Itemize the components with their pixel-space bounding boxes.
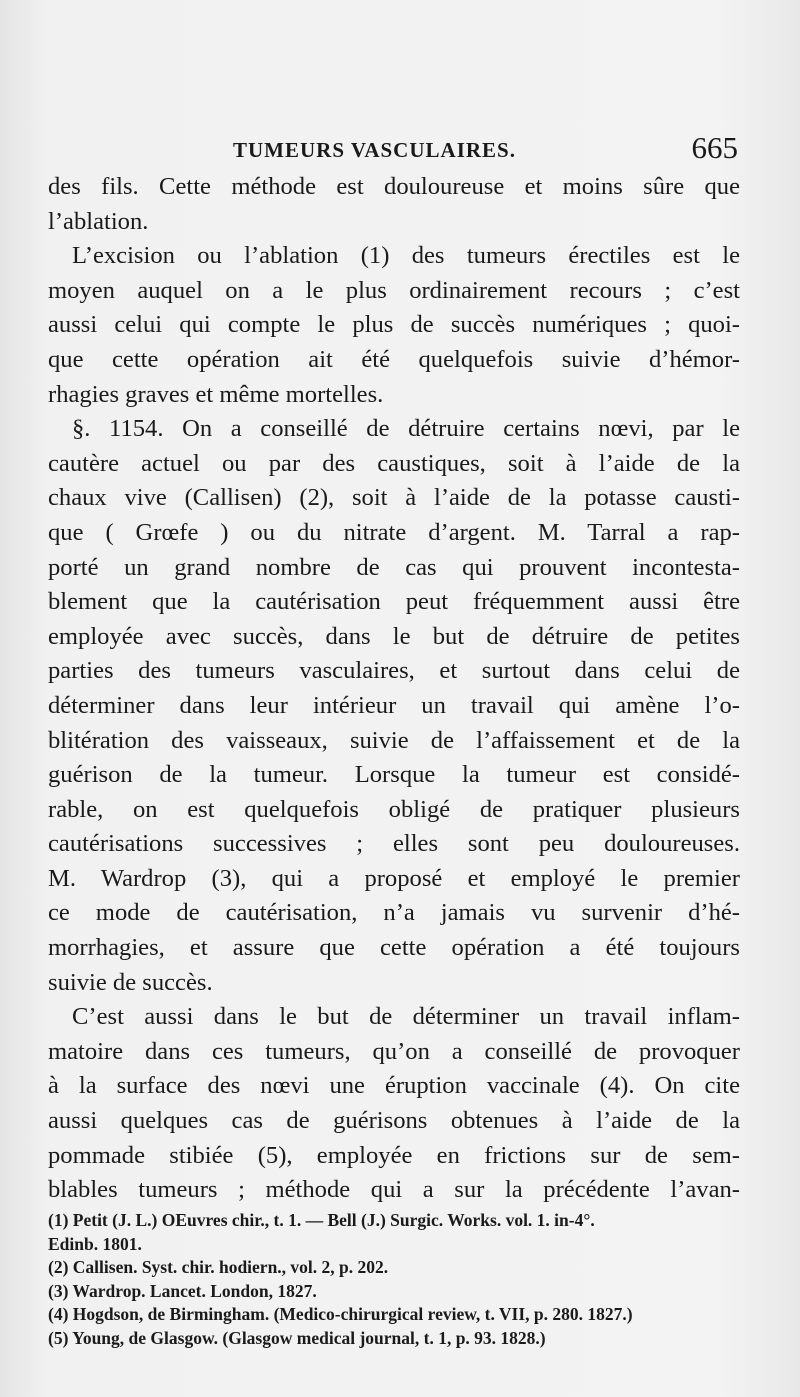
footnote: (1) Petit (J. L.) OEuvres chir., t. 1. — Bell (J.) Surgic. Works. vol. 1. in-4°. xyxy=(48,1210,595,1230)
text-line: parties des tumeurs vasculaires, et surtout dans celui de xyxy=(48,657,740,685)
footnote: Edinb. 1801. xyxy=(48,1233,142,1254)
text-line: pommade stibiée (5), employée en frictions sur de sem- xyxy=(48,1141,740,1169)
text-line: L’excision ou l’ablation (1) des tumeurs érectiles est le xyxy=(72,242,740,270)
footnotes xyxy=(48,1209,748,1350)
text-line: cautérisations successives ; elles sont peu douloureuses. xyxy=(48,830,740,858)
text-line: à la surface des nœvi une éruption vaccinale (4). On cite xyxy=(48,1072,740,1100)
text-line: morrhagies, et assure que cette opération a été toujours xyxy=(48,934,740,962)
text-line: blables tumeurs ; méthode qui a sur la précédente l’avan- xyxy=(48,1176,740,1204)
text-line: que ( Grœfe ) ou du nitrate d’argent. M. Tarral a rap- xyxy=(48,518,740,546)
text-line: cautère actuel ou par des caustiques, soit à l’aide de la xyxy=(48,449,740,477)
text-line: aussi celui qui compte le plus de succès numériques ; quoi- xyxy=(48,311,740,339)
text-line: des fils. Cette méthode est douloureuse et moins sûre que xyxy=(48,173,740,200)
page-number: 665 xyxy=(691,130,738,165)
footnote: (5) Young, de Glasgow. (Glasgow medical journal, t. 1, p. 93. 1828.) xyxy=(48,1327,546,1348)
body-text xyxy=(48,170,740,1208)
text-line: matoire dans ces tumeurs, qu’on a conseillé de provoquer xyxy=(48,1037,740,1065)
text-line: l’ablation. xyxy=(48,207,149,235)
text-line: C’est aussi dans le but de déterminer un travail inflam- xyxy=(72,1003,740,1031)
text-line: employée avec succès, dans le but de détruire de petites xyxy=(48,622,740,650)
text-line: rable, on est quelquefois obligé de pratiquer plusieurs xyxy=(48,795,740,823)
footnote: (3) Wardrop. Lancet. London, 1827. xyxy=(48,1280,317,1301)
text-line: chaux vive (Callisen) (2), soit à l’aide de la potasse causti- xyxy=(48,484,740,512)
text-line: aussi quelques cas de guérisons obtenues à l’aide de la xyxy=(48,1107,740,1135)
text-line: blitération des vaisseaux, suivie de l’affaissement et de la xyxy=(48,726,740,754)
text-line: que cette opération ait été quelquefois suivie d’hémor- xyxy=(48,345,740,373)
footnote: (2) Callisen. Syst. chir. hodiern., vol. 2, p. 202. xyxy=(48,1257,389,1277)
text-line: blement que la cautérisation peut fréquemment aussi être xyxy=(48,588,740,616)
text-line: rhagies graves et même mortelles. xyxy=(48,380,384,408)
footnote: (4) Hogdson, de Birmingham. (Medico-chirurgical review, t. VII, p. 280. 1827.) xyxy=(48,1304,633,1324)
text-line: déterminer dans leur intérieur un travail qui amène l’o- xyxy=(48,691,740,719)
text-line: guérison de la tumeur. Lorsque la tumeur est considé- xyxy=(48,761,740,789)
text-line: suivie de succès. xyxy=(48,968,213,996)
text-line: §. 1154. On a conseillé de détruire certains nœvi, par le xyxy=(72,415,740,443)
text-line: ce mode de cautérisation, n’a jamais vu survenir d’hé- xyxy=(48,899,740,927)
text-line: moyen auquel on a le plus ordinairement recours ; c’est xyxy=(48,276,740,304)
page-header xyxy=(48,130,738,170)
text-line: M. Wardrop (3), qui a proposé et employé le premier xyxy=(48,864,740,892)
text-line: porté un grand nombre de cas qui prouvent incontesta- xyxy=(48,553,740,581)
running-title: TUMEURS VASCULAIRES. xyxy=(233,138,516,162)
